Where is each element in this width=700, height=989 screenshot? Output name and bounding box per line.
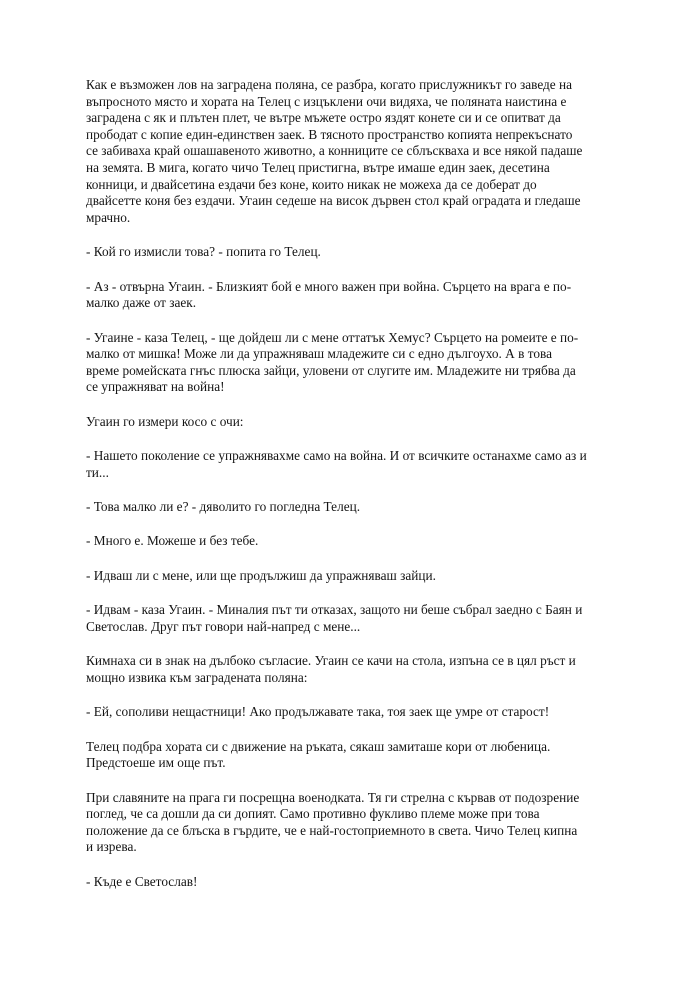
paragraph-11: Кимнаха си в знак на дълбоко съгласие. Угаин се качи на стола, изпъна се в цял ръст и мощно извика към заградената поляна: [86,653,576,685]
paragraph-12: - Ей, сополиви нещастници! Ако продължавате така, тоя заек ще умре от старост! [86,704,550,720]
paragraph-1: Как е възможен лов на заградена поляна, се разбра, когато прислужникът го заведе на въпросното място и хората на Телец с изцъклени очи видяха, че поляната наистина е заградена с як и плътен плет, че вътре мъжете остро яздят конете си и се опитват да прободат с копие един-единствен заек. В тясното пространство копията непрекъснато се забиваха край ошашавеното животно, а конниците се сблъскваха и все някой падаше на земята. В мига, когато чичо Телец пристигна, вътре имаше един заек, десетина конници, и двайсетина ездачи без коне, които никак не можеха да се доберат до двайсетте коня без ездачи. Угаин седеше на висок дървен стол край оградата и гледаше мрачно. [86,77,583,225]
paragraph-2: - Кой го измисли това? - попита го Телец. [86,244,321,260]
paragraph-8: - Много е. Можеше и без тебе. [86,533,259,549]
paragraph-6: - Нашето поколение се упражнявахме само на война. И от всичките останахме само аз и ти... [86,448,587,480]
paragraph-3: - Аз - отвърна Угаин. - Близкият бой е много важен при война. Сърцето на врага е по- малко даже от заек. [86,278,572,311]
paragraph-7: - Това малко ли е? - дяволито го погледна Телец. [86,499,361,515]
paragraph-5: Угаин го измери косо с очи: [86,413,244,429]
paragraph-9: - Идваш ли с мене, или ще продължиш да упражняваш зайци. [86,567,436,583]
paragraph-10: - Идвам - каза Угаин. - Миналия път ти отказах, защото ни беше събрал заедно с Баян и Светослав. Друг път говори най-напред с мене... [86,602,583,634]
paragraph-14: При славяните на прага ги посрещна военодката. Тя ги стрелна с кървав от подозрение поглед, че са дошли да си допият. Само противно фукливо племе може при това положение да се блъска в гърдите, че е най-гостоприемното в света. Чичо Телец кипна и изрева. [86,789,580,855]
paragraph-13: Телец подбра хората си с движение на ръката, сякаш замиташе кори от любеница. Предстоеше им още път. [86,738,551,771]
paragraph-4: - Угаине - каза Телец, - ще дойдеш ли с мене оттатък Хемус? Сърцето на ромеите е по- малко от мишка! Може ли да упражняваш младежите си с едно дългоухо. А в това време ромейската гнъс плюска зайци, уловени от слугите им. Младежите ни трябва да се упражняват на война! [86,329,579,395]
paragraph-15: - Къде е Светослав! [86,873,198,889]
